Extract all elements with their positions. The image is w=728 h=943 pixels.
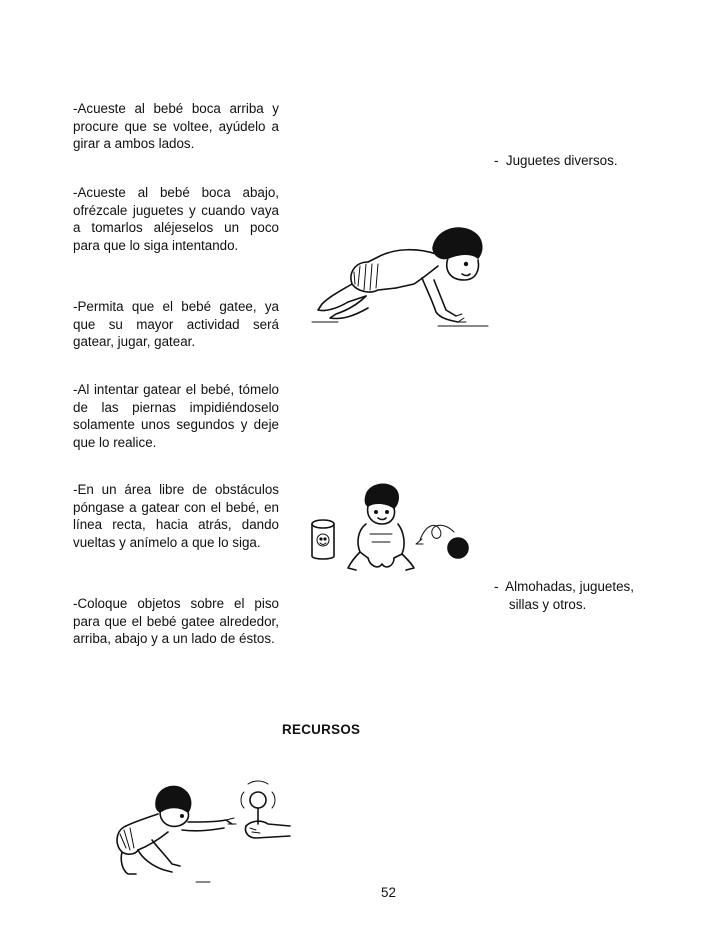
activity-hold-legs: -Al intentar gatear el bebé, tómelo de las piernas impidiéndoselo solamente unos segundos y deje que lo realice. xyxy=(73,382,279,450)
section-heading: RECURSOS xyxy=(282,722,361,737)
resource-toys: - Juguetes diversos. xyxy=(494,153,618,168)
activity-crawl-together: -En un área libre de obstáculos póngase a gatear con el bebé, en línea recta, hacia atrás, dando vueltas y anímelo a que lo siga. xyxy=(73,482,279,550)
activity-crawl: -Permita que el bebé gatee, ya que su mayor actividad será gatear, jugar, gatear. xyxy=(73,299,279,350)
page-number: 52 xyxy=(381,885,396,900)
resource-pillows: - Almohadas, juguetes, sillas y otros. xyxy=(494,579,634,612)
activity-reach-toys: -Acueste al bebé boca abajo, ofrézcale juguetes y cuando vaya a tomarlos aléjeselos un poco para que lo siga intentando. xyxy=(73,185,279,253)
baby-toys-ball-illustration xyxy=(308,484,488,580)
activity-obstacles: -Coloque objetos sobre el piso para que el bebé gatee alrededor, arriba, abajo y a un lado de éstos. xyxy=(73,596,279,647)
activity-roll-over: -Acueste al bebé boca arriba y procure que se voltee, ayúdelo a girar a ambos lados. xyxy=(73,101,279,152)
baby-rattle-illustration xyxy=(112,770,294,886)
baby-crawling-illustration xyxy=(308,218,498,338)
